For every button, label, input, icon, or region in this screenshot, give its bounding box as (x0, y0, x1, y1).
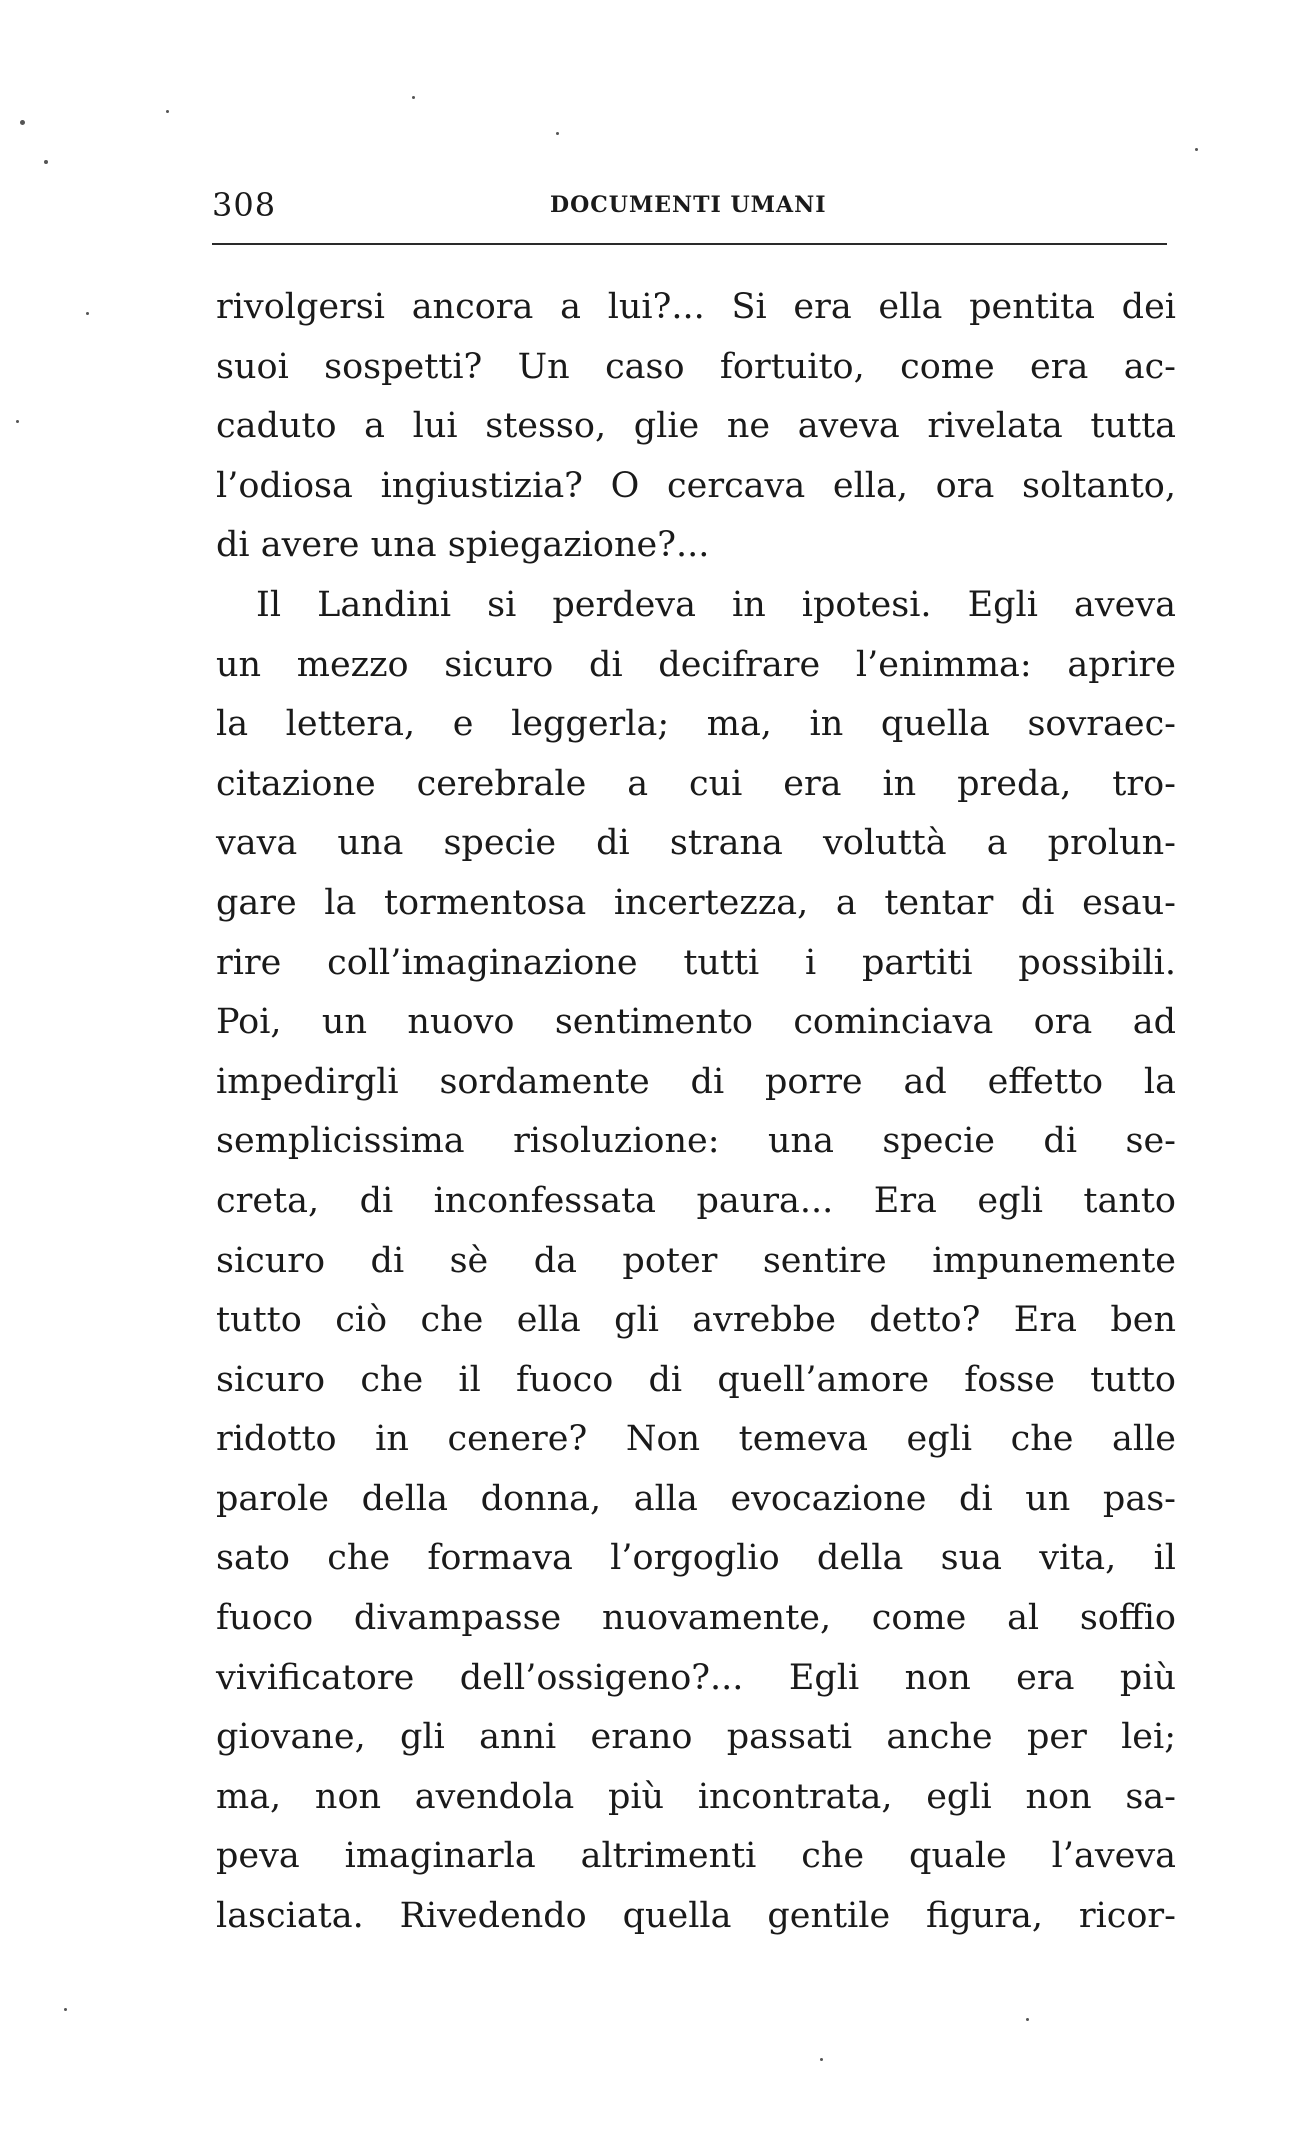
header-rule (212, 243, 1167, 245)
text-line: suoi sospetti? Un caso fortuito, come era ac- (216, 346, 1176, 387)
scan-speck (44, 160, 48, 164)
running-title: DOCUMENTI UMANI (550, 192, 827, 218)
text-line: rire coll’imaginazione tutti i partiti possibili. (216, 942, 1176, 983)
scan-speck (16, 420, 19, 423)
text-line: vava una specie di strana voluttà a prolun- (216, 823, 1176, 864)
text-line: caduto a lui stesso, glie ne aveva rivelata tutta (216, 406, 1176, 447)
scan-speck (166, 110, 169, 113)
text-line: creta, di inconfessata paura... Era egli tanto (216, 1180, 1176, 1221)
text-line: l’odiosa ingiustizia? O cercava ella, ora soltanto, (216, 465, 1176, 506)
text-line: gare la tormentosa incertezza, a tentar di esau- (216, 882, 1176, 923)
scan-speck (64, 2008, 67, 2011)
scan-speck (556, 132, 559, 135)
text-line: rivolgersi ancora a lui?... Si era ella pentita dei (216, 287, 1176, 327)
text-line: lasciata. Rivedendo quella gentile figura, ricor- (216, 1896, 1176, 1937)
text-line: peva imaginarla altrimenti che quale l’aveva (216, 1836, 1176, 1877)
scan-speck (86, 312, 89, 315)
text-line: Poi, un nuovo sentimento cominciava ora ad (216, 1002, 1176, 1043)
scan-speck (1026, 2018, 1029, 2021)
page-number: 308 (212, 186, 277, 224)
page-header (210, 180, 1170, 230)
text-line: vivificatore dell’ossigeno?... Egli non era più (216, 1657, 1176, 1698)
text-line: fuoco divampasse nuovamente, come al soffio (216, 1598, 1176, 1639)
text-line: la lettera, e leggerla; ma, in quella sovraec- (216, 704, 1176, 745)
text-line: impedirgli sordamente di porre ad effetto la (216, 1061, 1176, 1102)
text-line: citazione cerebrale a cui era in preda, tro- (216, 763, 1176, 804)
text-line: semplicissima risoluzione: una specie di se- (216, 1121, 1176, 1162)
scan-speck (820, 2058, 823, 2061)
text-line: sicuro che il fuoco di quell’amore fosse tutto (216, 1359, 1176, 1400)
text-line: sato che formava l’orgoglio della sua vita, il (216, 1538, 1176, 1579)
text-line: giovane, gli anni erano passati anche per lei; (216, 1717, 1176, 1758)
text-line: sicuro di sè da poter sentire impunemente (216, 1240, 1176, 1281)
body-text (216, 278, 1176, 1947)
text-line: ma, non avendola più incontrata, egli non sa- (216, 1776, 1176, 1817)
text-line: tutto ciò che ella gli avrebbe detto? Era ben (216, 1300, 1176, 1341)
text-line: di avere una spiegazione?... (216, 525, 710, 566)
text-line: un mezzo sicuro di decifrare l’enimma: aprire (216, 644, 1176, 685)
scan-speck (412, 96, 415, 99)
scan-speck (20, 120, 25, 125)
text-line: Il Landini si perdeva in ipotesi. Egli aveva (256, 584, 1176, 625)
text-line: parole della donna, alla evocazione di un pas- (216, 1478, 1176, 1519)
scan-speck (1195, 148, 1198, 151)
text-line: ridotto in cenere? Non temeva egli che alle (216, 1419, 1176, 1460)
